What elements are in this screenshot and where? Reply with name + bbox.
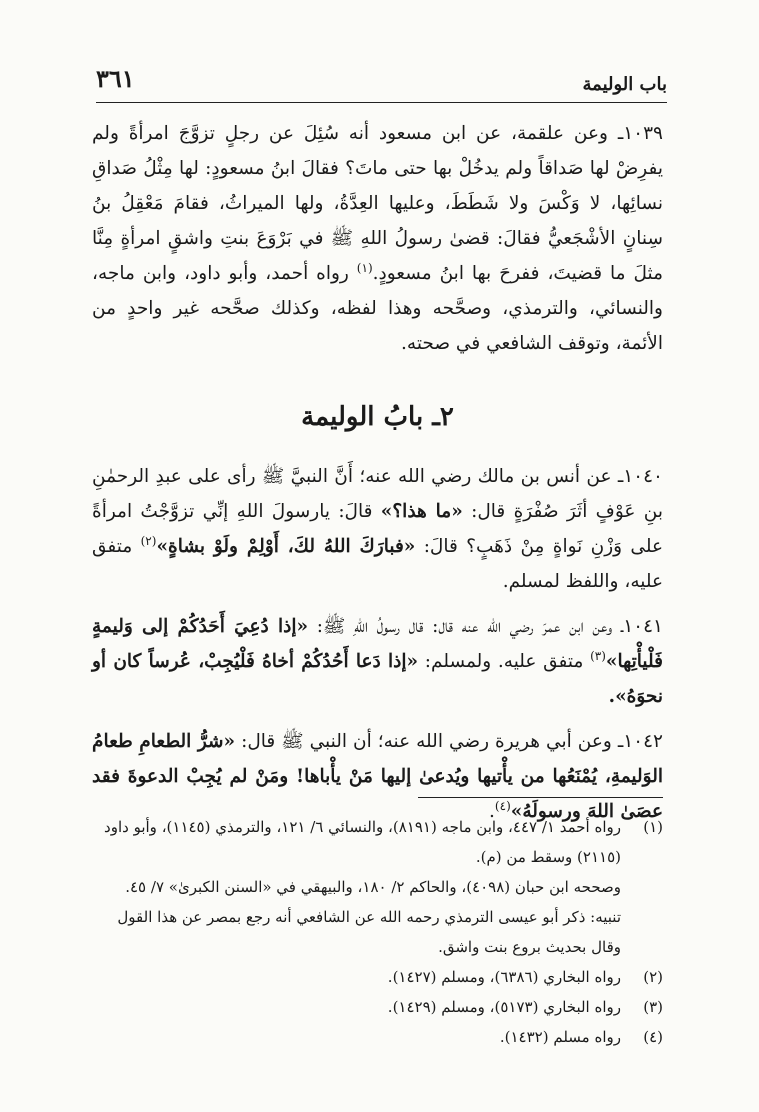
footnote-divider [418,797,663,798]
footnote-number: (٣) [643,998,663,1016]
footnote-text: رواه البخاري (٥١٧٣)، ومسلم (١٤٢٩). [387,998,621,1016]
footnote-1-addendum [104,872,663,902]
footnote-2 [104,962,663,992]
hadith-1041-lead: ١٠٤١ـ وعن ابن عمرَ رضي الله عنه قال: قال رسولُ اللهِ ﷺ: [308,616,663,637]
hadith-1040-quote-2: «فبارَكَ اللهُ لكَ، أَوْلِمْ ولَوْ بشاةٍ» [156,536,416,557]
section-title: ٢ـ بابُ الوليمة [301,402,454,432]
running-title: باب الوليمة [582,74,667,95]
footnote-text: وصححه ابن حبان (٤٠٩٨)، والحاكم ٢/ ١٨٠، والبيهقي في «السنن الكبرىٰ» ٧/ ٤٥. [125,878,621,896]
footnote-number: (١) [643,818,663,836]
hadith-1041-quote-1: «إذا دُعِيَ أَحَدُكُمْ إلى وَليمةٍ فَلْيأْتِها» [92,616,663,672]
footnotes [104,812,663,1052]
hadith-1039-text: ١٠٣٩ـ وعن علقمة، عن ابن مسعود أنه سُئِلَ عن رجلٍ تزوَّجَ امرأةً ولم يفرِضْ لها صَداقاً ولم يدخُلْ بها حتى ماتَ؟ فقالَ ابنُ مسعودٍ: لها مِثْلُ صَداقِ نسائِها، لا وَكْسَ ولا شَطَطَ، وعليها العِدَّةُ، ولها الميراثُ، فقامَ مَعْقِلُ بنُ سِنانٍ الأشْجَعيُّ فقالَ: قضىٰ رسولُ اللهِ ﷺ في بَرْوَعَ بنتِ واشقٍ امرأةٍ مِنَّا مثلَ ما قضيتَ، ففرحَ بها ابنُ مسعودٍ. [92,123,663,284]
footnote-ref-3[interactable]: (٣) [590,648,606,663]
footnote-1 [104,812,663,872]
footnote-text: رواه أحمد ١/ ٤٤٧، وابن ماجه (٨١٩١)، والنسائي ٦/ ١٢١، والترمذي (١١٤٥)، وأبو داود (٢١١٥) وسقط من (م). [104,818,621,866]
footnote-ref-4[interactable]: (٤) [494,798,511,813]
hadith-1042-tail: . [489,801,495,822]
hadith-1040-quote-1: «ما هذا؟» [380,501,463,522]
main-text [92,110,663,829]
hadith-1041 [92,609,663,714]
footnote-ref-1[interactable]: (١) [356,260,373,275]
footnote-text: رواه البخاري (٦٣٨٦)، ومسلم (١٤٢٧). [387,968,621,986]
footnote-3 [104,992,663,1022]
footnote-number: (٢) [643,968,663,986]
hadith-1039 [92,116,663,361]
page-header [96,62,667,103]
hadith-1040 [92,459,663,599]
hadith-1040-mid: قالَ: يارسولَ اللهِ إنِّي تزوَّجْتُ امرأةً على وَزْنِ نَواةٍ مِنْ ذَهَبٍ؟ قالَ: [92,501,663,557]
hadith-1042-lead: ١٠٤٢ـ وعن أبي هريرة رضي الله عنه؛ أن النبي ﷺ قال: [235,731,663,752]
hadith-1041-mid: متفق عليه. ولمسلم: [418,651,591,672]
footnote-number: (٤) [643,1028,663,1046]
footnote-ref-2[interactable]: (٢) [140,533,157,548]
footnote-4 [104,1022,663,1052]
hadith-1040-lead: ١٠٤٠ـ عن أنس بن مالك رضي الله عنه؛ أَنَّ النبيَّ ﷺ رأى على عبدِ الرحمٰنِ بنِ عَوْفٍ أثَرَ صُفْرَةٍ قال: [92,466,663,522]
hadith-1042-quote-1: «شرُّ الطعامِ طعامُ الوَليمةِ، يُمْنَعُها من يأْتيها ويُدعىٰ إليها مَنْ يأْباها! ومَنْ لم يُجِبْ الدعوةَ فقد عصَىٰ اللهَ ورسولَهُ» [92,731,663,822]
hadith-1039-tail: رواه أحمد، وأبو داود، وابن ماجه، والنسائي، والترمذي، وصحَّحه وهذا لفظه، وكذلك صحَّحه غير واحدٍ من الأئمة، وتوقف الشافعي في صحته. [92,263,663,354]
footnote-text: رواه مسلم (١٤٣٢). [499,1028,621,1046]
footnote-text: تنبيه: ذكر أبو عيسى الترمذي رحمه الله عن الشافعي أنه رجع بمصر عن هذا القول وقال بحديث بروع بنت واشق. [117,908,621,956]
footnote-1-note [104,902,663,962]
hadith-1041-quote-2: «إذا دَعا أَحُدُكُمْ أخاهُ فَلْيُجِبْ، عُرساً كان أو نحوَهُ». [92,651,663,707]
page-number: ٣٦١ [96,64,135,93]
hadith-1040-tail: متفق عليه، واللفظ لمسلم. [92,536,663,592]
